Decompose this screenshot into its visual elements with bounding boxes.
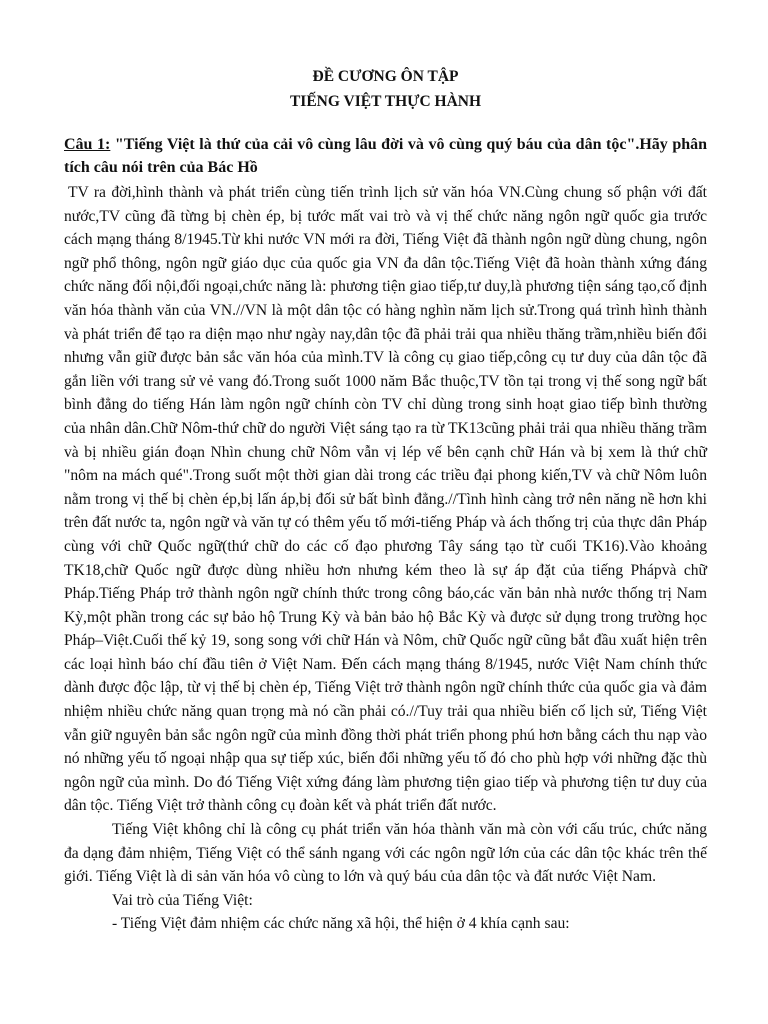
paragraph-4: - Tiếng Việt đảm nhiệm các chức năng xã hội, thể hiện ở 4 khía cạnh sau: bbox=[112, 915, 570, 933]
title-line-2: TIẾNG VIỆT THỰC HÀNH bbox=[289, 93, 482, 110]
paragraph-1: TV ra đời,hình thành và phát triển cùng tiến trình lịch sử văn hóa VN.Cùng chung số phận với đất nước,TV cũng đã từng bị chèn ép, bị tước mất vai trò và vị thế chức năng ngôn ngữ quốc gia trước cách mạng tháng 8/1945.Từ khi nước VN mới ra đời, Tiếng Việt đã thành ngôn ngữ dùng chung, ngôn ngữ phổ thông, ngôn ngữ giáo dục của quốc gia VN đa dân tộc.Tiếng Việt đã hoàn thành xứng đáng chức năng đối nội,đối ngoại,chức năng là: phương tiện giao tiếp,tư duy,là phương tiện sáng tạo,cố định văn hóa thành văn của VN.//VN là một dân tộc có hàng nghìn năm lịch sử.Trong quá trình hình thành và phát triển để tạo ra diện mạo như ngày nay,dân tộc đã phải trải qua nhiều thăng trầm,nhiều biến đổi nhưng vẫn giữ được bản sắc văn hóa của mình.TV là công cụ giao tiếp,công cụ tư duy của dân tộc đã gắn liền với trang sử vẻ vang đó.Trong suốt 1000 năm Bắc thuộc,TV tồn tại trong vị thế song ngữ bất bình đẳng do tiếng Hán làm ngôn ngữ chính còn TV chỉ dùng trong sinh hoạt giao tiếp bình thường của nhân dân.Chữ Nôm-thứ chữ do người Việt sáng tạo ra từ TK13cũng phải trải qua nhiều thăng trầm và bị nhiều gián đoạn Nhìn chung chữ Nôm vẫn vị lép vế bên cạnh chữ Hán và bị xem là thứ chữ "nôm na mách qué".Trong suốt một thời gian dài trong các triều đại phong kiến,TV và chữ Nôm luôn nằm trong vị thế bị chèn ép,bị lấn áp,bị đối sử bất bình đẳng.//Tình hình càng trở nên năng nề hơn khi trên đất nước ta, ngôn ngữ và văn tự có thêm yếu tố mới-tiếng Pháp và ách thống trị của thực dân Pháp cùng với chữ Quốc ngữ(thứ chữ do các cố đạo phương Tây sáng tạo từ cuối TK16).Vào khoảng TK18,chữ Quốc ngữ được dùng nhiều hơn nhưng kém theo là sự áp đặt của tiếng Phápvà chữ Pháp.Tiếng Pháp trở thành ngôn ngữ chính thức trong công báo,các văn bản nhà nước thống trị Nam Kỳ,một phần trong các sự bảo hộ Trung Kỳ và bản bảo hộ Bắc Kỳ và được sử dụng trong trường học Pháp–Việt.Cuối thế kỷ 19, song song với chữ Hán và Nôm, chữ Quốc ngữ cũng bắt đầu xuất hiện trên các loại hình báo chí đầu tiên ở Việt Nam. Đến cách mạng tháng 8/1945, nước Việt Nam chính thức dành được độc lập, từ vị thế bị chèn ép, Tiếng Việt trở thành ngôn ngữ chính thức của quốc gia và đảm nhiệm nhiều chức năng quan trọng mà nó cần phải có.//Tuy trải qua nhiều biến cố lịch sử, Tiếng Việt vẫn giữ nguyên bản sắc ngôn ngữ của mình đồng thời phát triển phong phú hơn bằng cách thu nạp vào nó những yếu tố ngoại nhập qua sự tiếp xúc, biến đổi những yếu tố đó cho phù hợp với những đặc thù ngôn ngữ của mình. Do đó Tiếng Việt xứng đáng làm phương tiện giao tiếp và phương tiện tư duy của dân tộc. Tiếng Việt trở thành công cụ đoàn kết và phát triển đất nước. bbox=[64, 184, 707, 815]
question-text: "Tiếng Việt là thứ của cải vô cùng lâu đời và vô cùng quý báu của dân tộc".Hãy phân tích câu nói trên của Bác Hồ bbox=[64, 136, 708, 176]
paragraph-2: Tiếng Việt không chỉ là công cụ phát triển văn hóa thành văn mà còn với cấu trúc, chức năng đa dạng đảm nhiệm, Tiếng Việt có thể sánh ngang với các ngôn ngữ lớn của các dân tộc khác trên thế giới. Tiếng Việt là di sản văn hóa vô cùng to lớn và quý báu của dân tộc và đất nước Việt Nam. bbox=[64, 821, 707, 886]
question-label: Câu 1: bbox=[64, 136, 111, 153]
document-title bbox=[64, 64, 707, 114]
title-line-1: ĐỀ CƯƠNG ÔN TẬP bbox=[312, 68, 459, 85]
document-body bbox=[64, 181, 707, 936]
paragraph-3: Vai trò của Tiếng Việt: bbox=[112, 891, 253, 909]
question-heading bbox=[64, 133, 707, 179]
document-page bbox=[64, 0, 707, 1024]
